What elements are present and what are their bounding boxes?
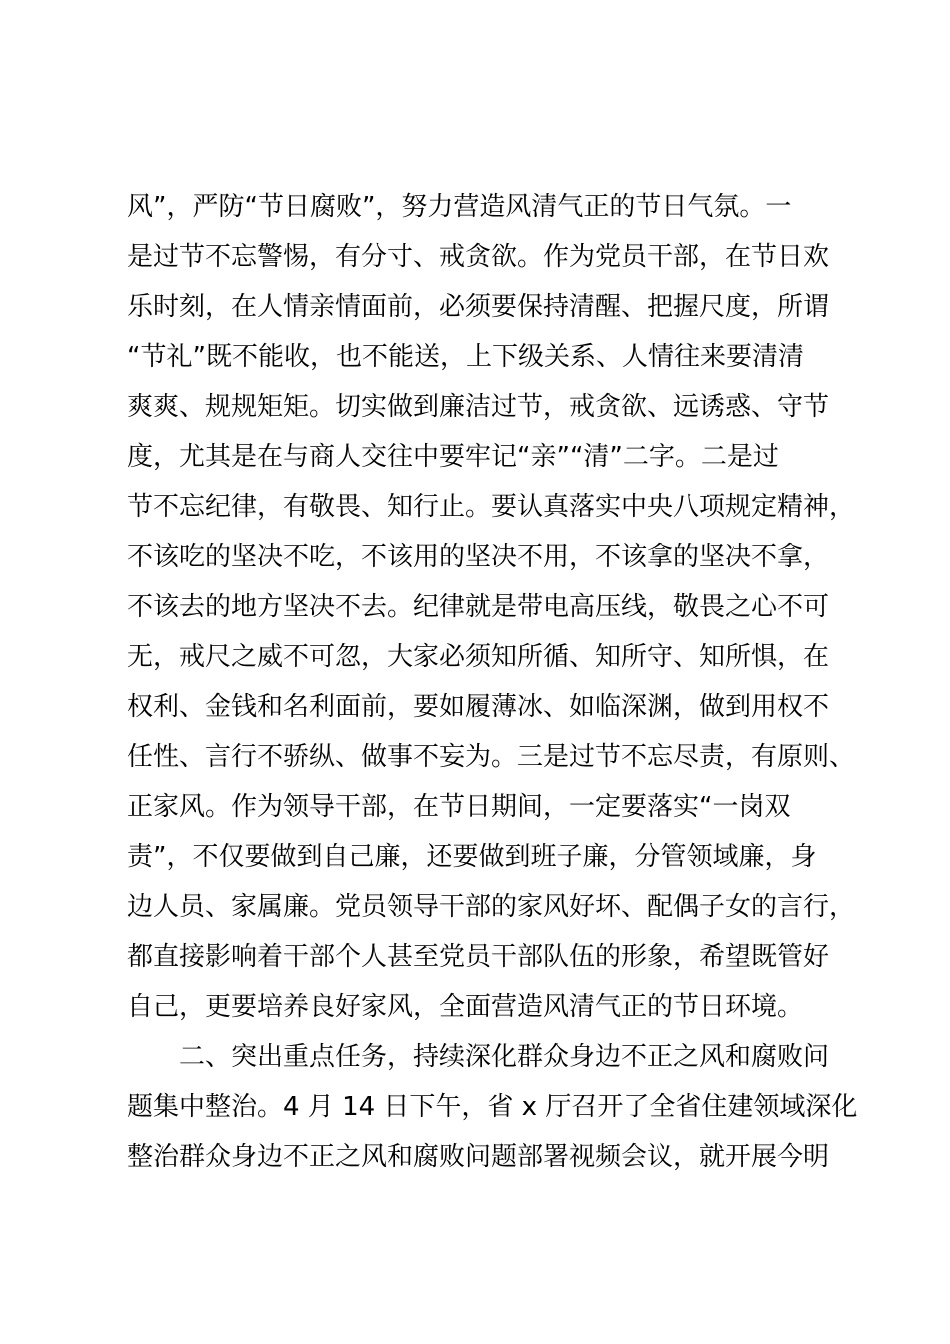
text-line: 正家风。作为领导干部，在节日期间，一定要落实“一岗双 bbox=[127, 792, 791, 822]
section-heading-line: 二、突出重点任务，持续深化群众身边不正之风和腐败问 bbox=[179, 1042, 830, 1072]
body-text bbox=[127, 182, 857, 1182]
text-line: 题集中整治。4 月 14 日下午，省 x 厅召开了全省住建领域深化 bbox=[127, 1092, 858, 1122]
text-line: 乐时刻，在人情亲情面前，必须要保持清醒、把握尺度，所谓 bbox=[127, 292, 830, 322]
text-line: 权利、金钱和名利面前，要如履薄冰、如临深渊，做到用权不 bbox=[127, 692, 830, 722]
text-line: 都直接影响着干部个人甚至党员干部队伍的形象，希望既管好 bbox=[127, 942, 830, 972]
text-line: 风”，严防“节日腐败”，努力营造风清气正的节日气氛。一 bbox=[127, 192, 792, 222]
text-line: 自己，更要培养良好家风，全面营造风清气正的节日环境。 bbox=[127, 992, 804, 1022]
text-line: 整治群众身边不正之风和腐败问题部署视频会议，就开展今明 bbox=[127, 1142, 830, 1172]
text-line: 无，戒尺之威不可忽，大家必须知所循、知所守、知所惧，在 bbox=[127, 642, 830, 672]
text-line: 是过节不忘警惕，有分寸、戒贪欲。作为党员干部，在节日欢 bbox=[127, 242, 830, 272]
text-line: 边人员、家属廉。党员领导干部的家风好坏、配偶子女的言行， bbox=[127, 892, 856, 922]
text-line: 爽爽、规规矩矩。切实做到廉洁过节，戒贪欲、远诱惑、守节 bbox=[127, 392, 830, 422]
text-line: 责”，不仅要做到自己廉，还要做到班子廉，分管领域廉，身 bbox=[127, 842, 817, 872]
text-line: 度，尤其是在与商人交往中要牢记“亲”“清”二字。二是过 bbox=[127, 442, 779, 472]
text-line: “节礼”既不能收，也不能送，上下级关系、人情往来要清清 bbox=[127, 342, 804, 372]
text-line: 节不忘纪律，有敬畏、知行止。要认真落实中央八项规定精神， bbox=[127, 492, 856, 522]
text-line: 不该去的地方坚决不去。纪律就是带电高压线，敬畏之心不可 bbox=[127, 592, 830, 622]
text-line: 不该吃的坚决不吃，不该用的坚决不用，不该拿的坚决不拿， bbox=[127, 542, 830, 572]
text-line: 任性、言行不骄纵、做事不妄为。三是过节不忘尽责，有原则、 bbox=[127, 742, 856, 772]
